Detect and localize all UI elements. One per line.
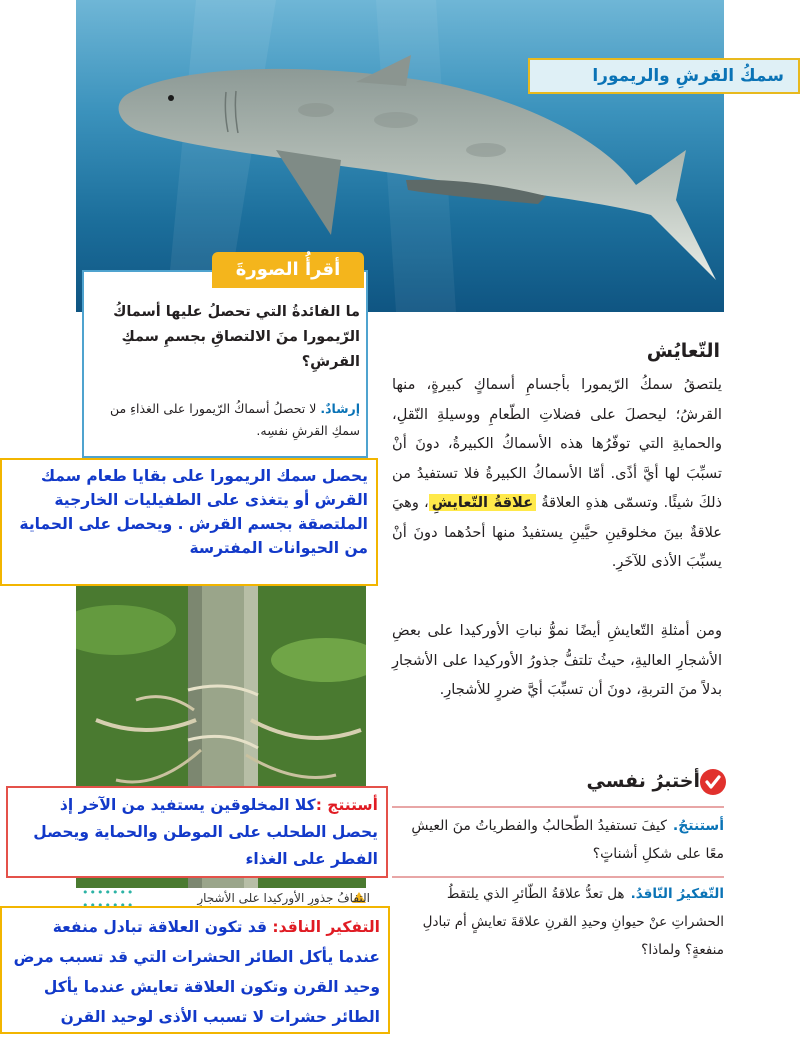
question-infer — [392, 812, 724, 868]
answer-infer — [6, 786, 388, 878]
hint-text: لا تحصلُ أسماكُ الرّيمورا على الغذاءِ من سمكِ القرشِ نفسِه. — [109, 401, 360, 438]
question-critical — [392, 880, 724, 964]
question-critical-text: هل تعدُّ علاقةُ الطّائرِ الذي يلتقطُ الحشراتِ عنْ حيوانِ وحيدِ القرنِ علاقةَ تعايشٍ أم تبادلِ منفعةٍ؟ ولماذا؟ — [422, 886, 724, 958]
shark-photo — [76, 0, 724, 312]
paragraph-1-part1: يلتصقُ سمكُ الرّيمورا بأجسامِ أسماكٍ كبيرةٍ، منها القرشُ؛ ليحصلَ على فضلاتِ الطّعامِ ووسيلةِ النّقلِ، والحمايةِ التي توفّرُها هذه الأسماكُ الكبيرةُ، دونَ أنْ تسبِّبَ لها أيَّ أذًى. أمّا الأسماكُ الكبيرةُ فلا تستفيدُ من ذلكَ شيئًا. وتسمّى هذهِ العلاقةُ — [392, 376, 723, 511]
paragraph-1-part2: ، وهيَ علاقةٌ بينَ مخلوقينِ حيَّينِ يستفيدُ منها أحدُهما دونَ أنْ يسبِّبَ الأذى للآخَرِ. — [392, 494, 722, 570]
highlighted-term: علاقةُ التّعايشِ — [429, 494, 536, 511]
read-picture-tab: أقرأُ الصورةَ — [212, 252, 364, 288]
orchid-caption: التفافُ جذورِ الأوركيدا على الأشجارِ — [197, 891, 370, 905]
hint-label: إرشادٌ. — [320, 401, 360, 416]
answer-critical — [0, 906, 390, 1034]
divider — [392, 806, 724, 808]
answer-critical-text: قد تكون العلاقة تبادل منفعة عندما يأكل الطائر الحشرات التي قد تسبب مرض وحيد القرن وتكون العلاقة تعايش عندما يأكل الطائر حشرات لا تسبب الأذى لوحيد القرن — [13, 918, 380, 1026]
check-yourself-title: أختبرُ نفسي — [586, 770, 700, 792]
divider — [392, 876, 724, 878]
paragraph-1 — [392, 370, 722, 577]
figure-caption: سمكُ القرشِ والريمورا — [528, 58, 800, 94]
checkmark-glyph — [700, 769, 726, 795]
decorative-dots-icon: ••••••• — [82, 886, 135, 899]
shark-illustration — [76, 0, 724, 312]
answer-read-picture: يحصل سمك الريمورا على بقايا طعام سمك القرش أو يتغذى على الطفيليات الخارجية الملتصقة بجسم القرش . ويحصل على الحماية من الحيوانات المفترسة — [0, 458, 378, 586]
question-critical-label: التّفكيرُ النّاقدُ. — [630, 886, 724, 902]
section-title: التّعايُش — [646, 340, 720, 362]
question-infer-label: أستنتجُ. — [672, 818, 724, 834]
read-picture-question: ما الفائدةُ التي تحصلُ عليها أسماكُ الرّيمورا منَ الالتصاقِ بجسمِ سمكِ القرشِ؟ — [113, 304, 360, 370]
paragraph-2: ومن أمثلةِ التّعايشِ أيضًا نموُّ نباتِ الأوركيدا على بعضِ الأشجارِ العاليةِ، حيثُ تلتفُّ جذورُ الأوركيدا على الأشجارِ بدلاً منَ التربةِ، دونَ أن تسبِّبَ أيَّ ضررٍ للأشجارِ. — [392, 622, 722, 698]
read-picture-hint — [92, 398, 360, 442]
answer-infer-text: كلا المخلوقين يستفيد من الآخر إذ يحصل الطحلب على الموطن والحماية ويحصل الفطر على الغذاء — [33, 796, 378, 868]
answer-critical-label: التفكير الناقد: — [272, 918, 380, 936]
checkmark-icon — [700, 769, 726, 795]
answer-infer-label: أستنتج : — [315, 796, 378, 814]
question-infer-text: كيفَ تستفيدُ الطّحالبُ والفطرياتُ منَ العيشِ معًا على شكلِ أشناتٍ؟ — [411, 818, 724, 862]
